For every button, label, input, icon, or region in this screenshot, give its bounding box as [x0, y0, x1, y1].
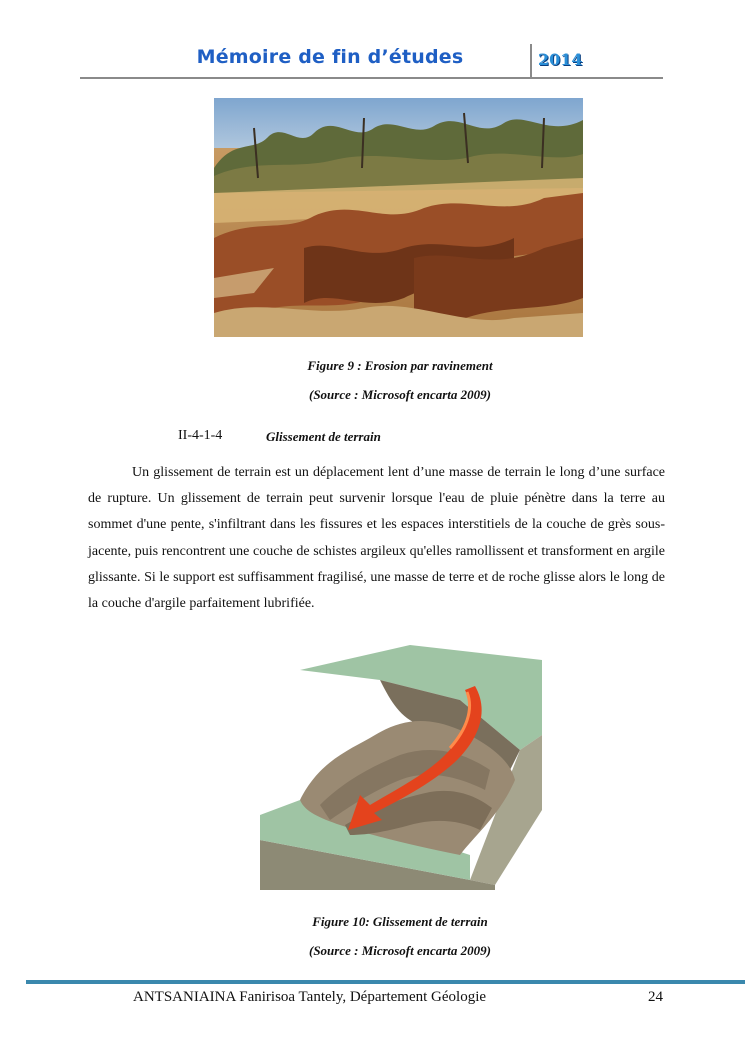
figure-10-caption: Figure 10: Glissement de terrain [312, 914, 488, 929]
figure-10-source: (Source : Microsoft encarta 2009) [309, 943, 491, 958]
header-divider [530, 44, 532, 78]
header-year: 2014 [538, 50, 583, 69]
footer-rule [26, 980, 745, 984]
landslide-diagram-image [260, 640, 542, 890]
body-paragraph: Un glissement de terrain est un déplacement lent d’une masse de terrain le long d’une surface de rupture. Un glissement de terrain peut survenir lorsque l'eau de pluie pénètre dans la terre au sommet d'une pente, s'infiltrant dans les fissures et les espaces interstitiels de la couche de grès sous-jacente, puis rencontrent une couche de schistes argileux qu'elles ramollissent et transforment en argile glissante. Si le support est suffisamment fragilisé, une masse de terre et de roche glisse alors le long de la couche d'argile parfaitement lubrifiée. [88, 465, 665, 612]
erosion-photo-image [214, 98, 583, 337]
section-title: Glissement de terrain [266, 429, 381, 444]
page-number: 24 [648, 989, 663, 1005]
landslide-diagram [260, 640, 542, 890]
figure-9-source: (Source : Microsoft encarta 2009) [309, 387, 491, 402]
footer-author: ANTSANIAINA Fanirisoa Tantely, Département Géologie [133, 989, 487, 1005]
header-rule [80, 77, 663, 79]
erosion-photo [214, 98, 583, 337]
figure-9-caption: Figure 9 : Erosion par ravinement [307, 358, 493, 373]
header-title: Mémoire de fin d’études [196, 46, 464, 68]
section-number: II-4-1-4 [178, 428, 223, 443]
